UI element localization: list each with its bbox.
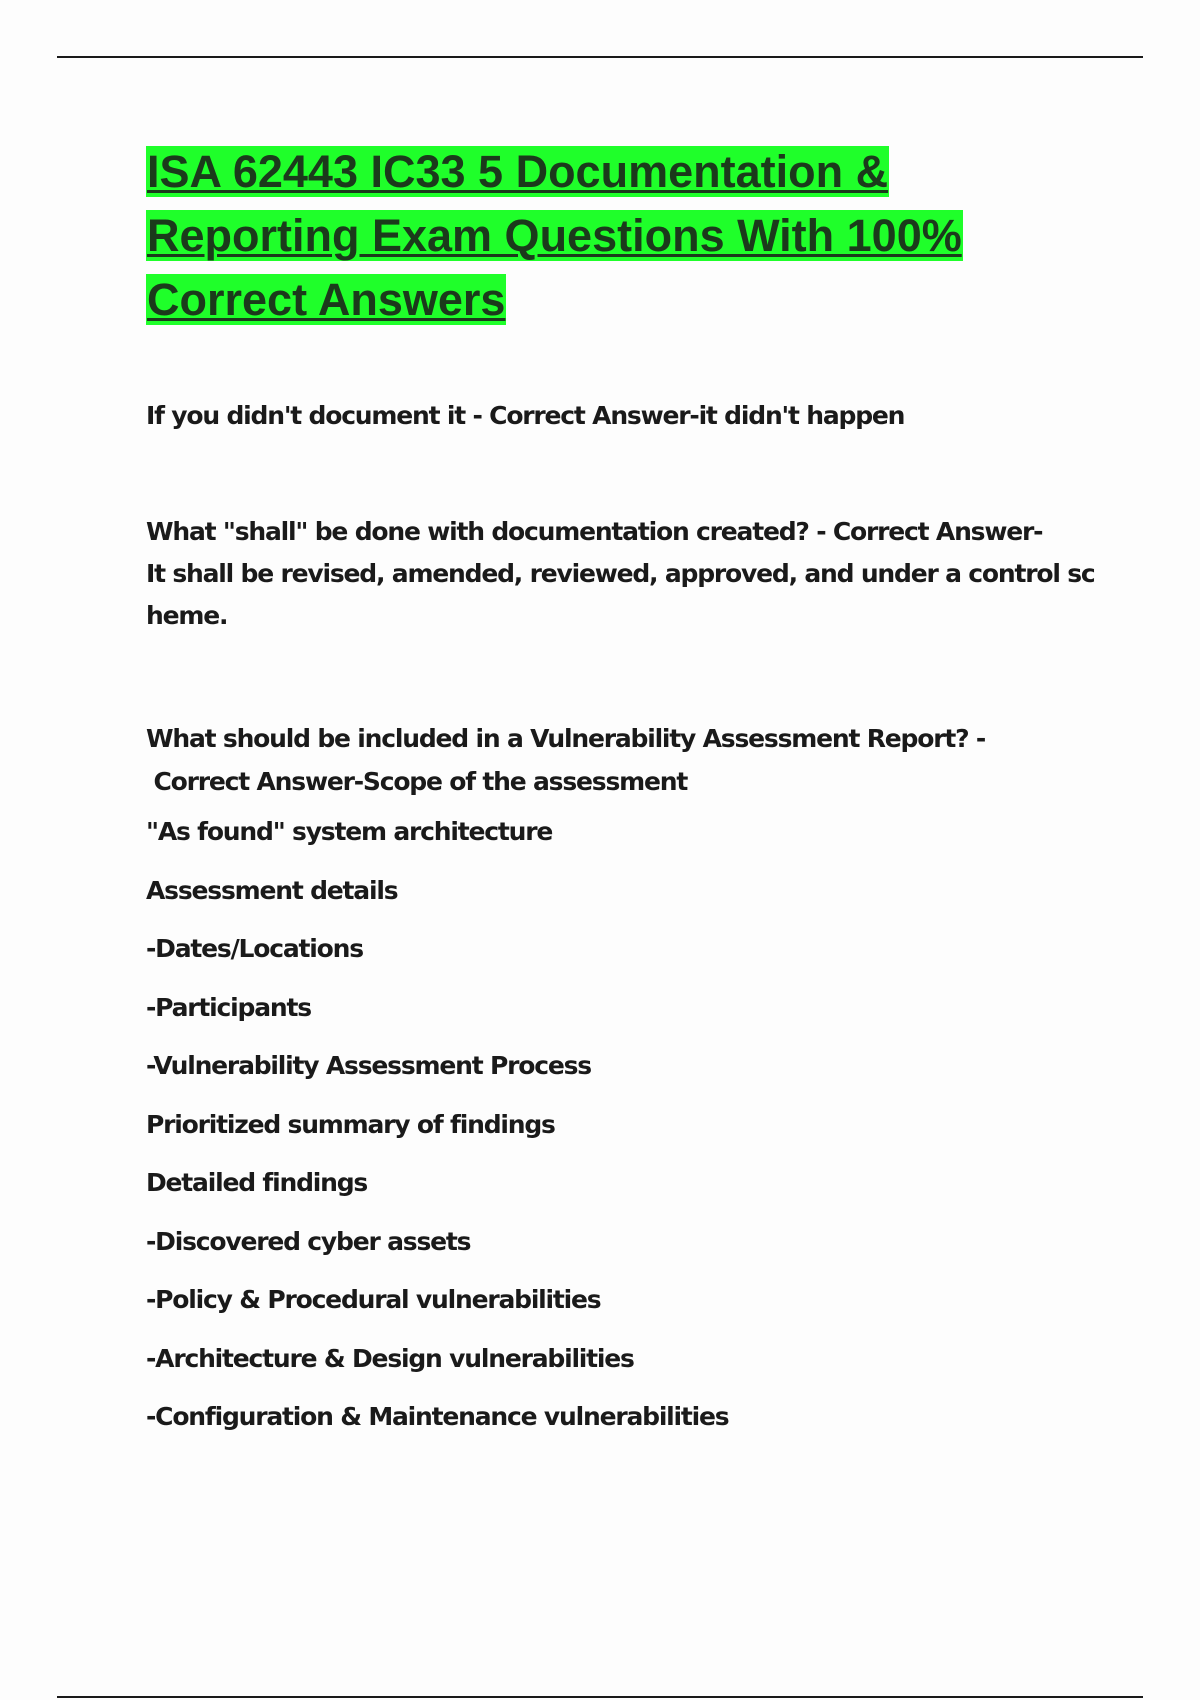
- title-line: Correct Answers: [147, 274, 506, 325]
- qa-text-line: What "shall" be done with documentation created? - Correct Answer-: [146, 517, 1043, 546]
- qa-text-line: heme.: [146, 601, 228, 630]
- qa-text-line: What should be included in a Vulnerability Assessment Report? -: [146, 724, 986, 753]
- list-item: Detailed findings: [146, 1168, 368, 1197]
- list-item: -Policy & Procedural vulnerabilities: [146, 1285, 601, 1314]
- qa-text-line: If you didn't document it - Correct Answer-it didn't happen: [146, 401, 905, 430]
- qa-text-line: It shall be revised, amended, reviewed, approved, and under a control sc: [146, 559, 1095, 588]
- list-item: -Participants: [146, 992, 311, 1022]
- top-rule: [57, 56, 1143, 58]
- title-line: ISA 62443 IC33 5 Documentation &: [147, 146, 889, 197]
- list-item: -Discovered cyber assets: [146, 1226, 471, 1256]
- qa-item: [146, 717, 1086, 1447]
- title-line: Reporting Exam Questions With 100%: [147, 210, 962, 261]
- qa-text-line: Correct Answer-Scope of the assessment: [146, 767, 688, 796]
- bottom-rule: [57, 1696, 1143, 1698]
- qa-content: [146, 395, 1095, 1447]
- document-title: [146, 140, 1106, 332]
- list-item: -Dates/Locations: [146, 934, 363, 963]
- answer-list: [146, 803, 1086, 1447]
- list-item: Assessment details: [146, 875, 398, 905]
- qa-item: [146, 395, 1086, 437]
- list-item: -Architecture & Design vulnerabilities: [146, 1343, 634, 1373]
- list-item: -Vulnerability Assessment Process: [146, 1051, 591, 1080]
- list-item: Prioritized summary of findings: [146, 1109, 555, 1139]
- list-item: -Configuration & Maintenance vulnerabilities: [146, 1402, 729, 1431]
- qa-item: [146, 511, 1095, 637]
- list-item: "As found" system architecture: [146, 817, 553, 846]
